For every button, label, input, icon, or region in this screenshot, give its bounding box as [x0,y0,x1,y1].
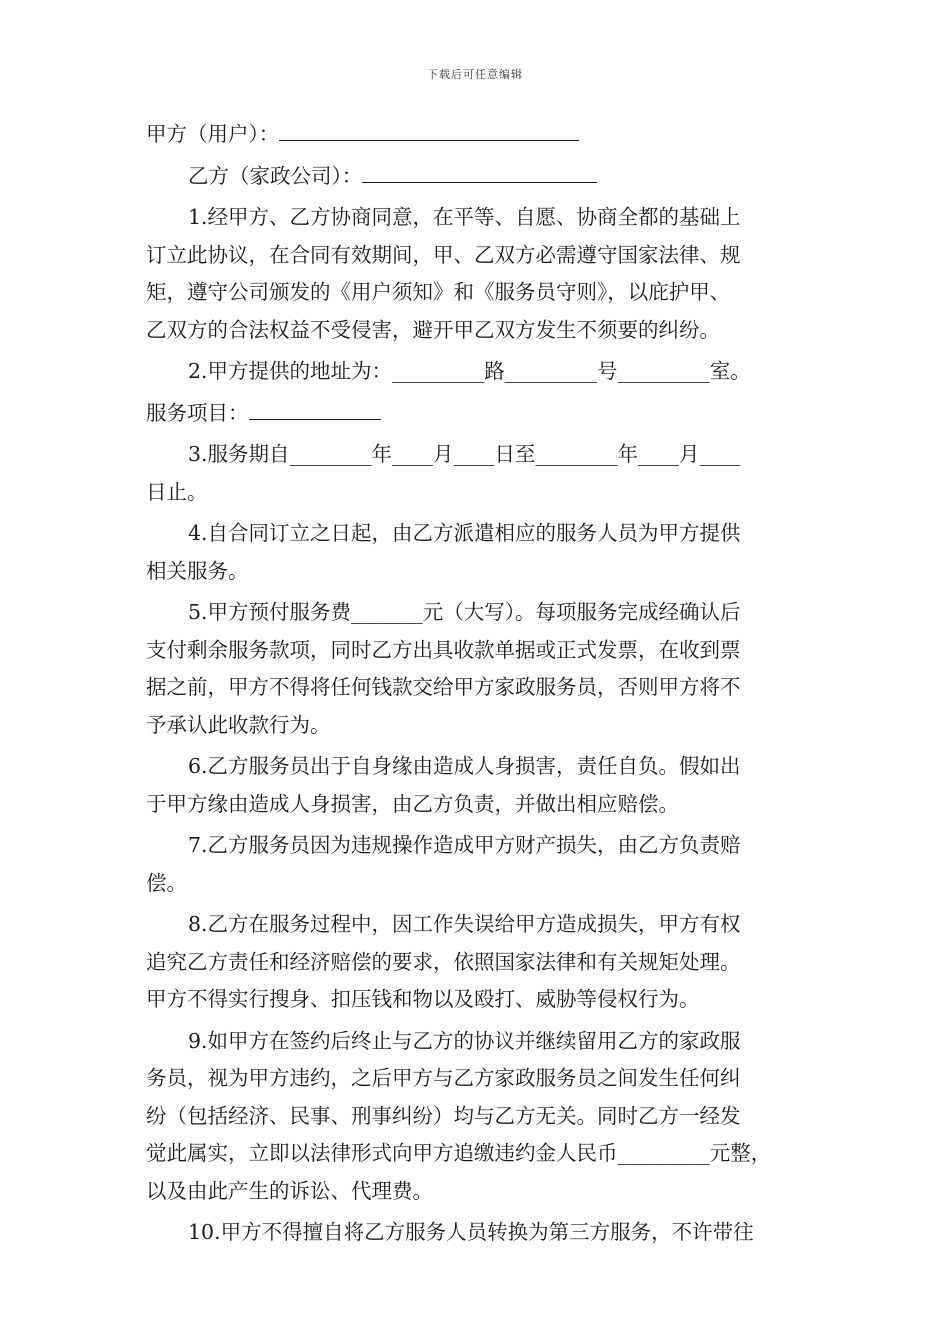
contract-line-text: 2.甲方提供的地址为：_________路_________号_________室。 [188,359,751,383]
contract-line-text: 甲方不得实行搜身、扣压钱和物以及殴打、威胁等侵权行为。 [146,987,700,1011]
contract-line-text: 乙双方的合法权益不受侵害，避开甲乙双方发生不须要的纠纷。 [146,317,720,342]
contract-line [146,707,808,745]
contract-line [146,594,808,632]
contract-line [146,474,808,512]
contract-line-text: 日止。 [146,479,208,504]
contract-line [146,1214,808,1252]
contract-line [146,827,808,865]
contract-line-text: 以及由此产生的诉讼、代理费。 [146,1178,433,1203]
contract-line-text: 支付剩余服务款项，同时乙方出具收款单据或正式发票，在收到票 [146,637,741,662]
contract-line [146,1060,808,1098]
contract-line-text: 追究乙方责任和经济赔偿的要求，依照国家法律和有关规矩处理。 [146,949,741,974]
contract-line-text: 务员，视为甲方违约，之后甲方与乙方家政服务员之间发生任何纠 [146,1066,741,1090]
contract-line [146,786,808,824]
contract-line [146,312,808,350]
contract-line-text: 8.乙方在服务过程中，因工作失误给甲方造成损失，甲方有权 [188,912,741,936]
contract-line-text: 予承认此收款行为。 [146,712,331,737]
contract-line [146,116,808,154]
contract-line [146,981,808,1019]
contract-line-text: 7.乙方服务员因为违规操作造成甲方财产损失，由乙方负责赔 [188,833,741,857]
contract-line-text: 服务项目： [146,400,249,425]
contract-line-text: 3.服务期自________年____月____日至________年____月____ [188,442,741,466]
contract-line-text: 甲方（用户）： [146,122,280,146]
fill-in-blank [279,118,579,141]
contract-line [146,353,808,391]
contract-line [146,1023,808,1061]
page-header: 下载后可任意编辑 [427,68,523,81]
contract-line-text: 纷（包括经济、民事、刑事纠纷）均与乙方无关。同时乙方一经发 [146,1103,741,1128]
contract-line [146,158,808,196]
contract-line-text: 6.乙方服务员出于自身缘由造成人身损害，责任自负。假如出 [188,754,741,778]
fill-in-blank [362,160,597,183]
contract-line [146,669,808,707]
contract-line-text: 矩，遵守公司颁发的《用户须知》和《服务员守则》，以庇护甲、 [146,280,731,304]
contract-line-text: 10.甲方不得擅自将乙方服务人员转换为第三方服务，不许带往 [188,1220,754,1244]
contract-line [146,199,808,237]
contract-line [146,1135,808,1173]
contract-line [146,1098,808,1136]
contract-line-text: 9.如甲方在签约后终止与乙方的协议并继续留用乙方的家政服 [188,1028,741,1053]
contract-line-text: 相关服务。 [146,558,249,583]
contract-line-text: 4.自合同订立之日起，由乙方派遣相应的服务人员为甲方提供 [188,521,741,545]
contract-line [146,944,808,982]
contract-line-text: 5.甲方预付服务费_______元（大写）。每项服务完成经确认后 [188,600,741,624]
contract-line [146,1173,808,1211]
contract-line [146,515,808,553]
contract-line-text: 乙方（家政公司）： [188,163,363,188]
contract-line [146,395,808,433]
contract-line-text: 据之前，甲方不得将任何钱款交给甲方家政服务员，否则甲方将不 [146,675,741,699]
contract-line [146,237,808,275]
contract-line-text: 订立此协议，在合同有效期间，甲、乙双方必需遵守国家法律、规 [146,242,741,267]
fill-in-blank [249,397,381,420]
contract-line [146,865,808,903]
contract-line [146,906,808,944]
contract-line [146,436,808,474]
contract-line-text: 偿。 [146,870,187,895]
contract-body [146,116,808,1252]
contract-line [146,553,808,591]
contract-line [146,632,808,670]
contract-line [146,748,808,786]
contract-line [146,274,808,312]
contract-line-text: 1.经甲方、乙方协商同意，在平等、自愿、协商全都的基础上 [188,205,741,229]
contract-line-text: 于甲方缘由造成人身损害，由乙方负责，并做出相应赔偿。 [146,791,679,816]
contract-line-text: 觉此属实，立即以法律形式向甲方追缴违约金人民币_________元整， [146,1141,772,1165]
